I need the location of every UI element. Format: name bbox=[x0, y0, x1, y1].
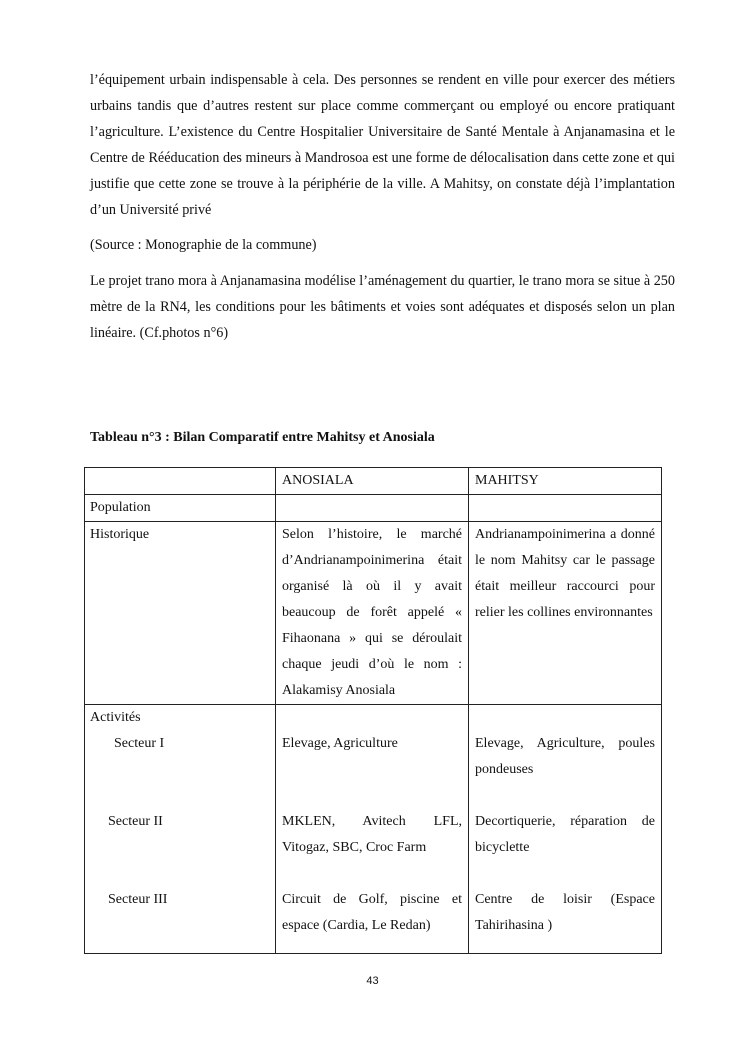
row-label-activites: Activités bbox=[90, 710, 141, 725]
row-label-population: Population bbox=[85, 495, 276, 522]
secteur-1-label: Secteur I bbox=[114, 736, 165, 751]
secteur-2-anosiala: MKLEN, Avitech LFL, Vitogaz, SBC, Croc Farm bbox=[282, 814, 462, 855]
secteur-3-label: Secteur III bbox=[108, 892, 168, 907]
population-anosiala-cell bbox=[276, 495, 469, 522]
body-paragraph: l’équipement urbain indispensable à cela. Des personnes se rendent en ville pour exercer des métiers urbains tandis que d’autres restent sur place comme commerçant ou employé ou encore pratiquant l’agriculture. L’existence du Centre Hospitalier Universitaire de Santé Mentale à Anjanamasina et le Centre de Rééducation des mineurs à Mandrosoa est une forme de délocalisation dans cette zone et qui justifie que cette zone se trouve à la périphérie de la ville. A Mahitsy, on constate déjà l’implantation d’un Université privé bbox=[90, 72, 675, 218]
table-caption: Tableau n°3 : Bilan Comparatif entre Mahitsy et Anosiala bbox=[90, 430, 435, 445]
header-cell-mahitsy: MAHITSY bbox=[469, 468, 662, 495]
body-paragraph: Le projet trano mora à Anjanamasina modélise l’aménagement du quartier, le trano mora se situe à 250 mètre de la RN4, les conditions pour les bâtiments et voies sont adéquates et disposés selon un plan linéaire. (Cf.photos n°6) bbox=[90, 273, 675, 341]
activites-label-cell bbox=[85, 705, 276, 954]
activites-anosiala-cell bbox=[276, 705, 469, 954]
secteur-3-anosiala: Circuit de Golf, piscine et espace (Cardia, Le Redan) bbox=[282, 892, 462, 933]
secteur-2-mahitsy: Decortiquerie, réparation de bicyclette bbox=[475, 814, 655, 855]
source-note: (Source : Monographie de la commune) bbox=[90, 237, 317, 253]
page-number: 43 bbox=[366, 975, 379, 987]
secteur-1-mahitsy: Elevage, Agriculture, poules pondeuses bbox=[475, 736, 655, 777]
table-row-activites bbox=[85, 705, 662, 954]
table-header-row bbox=[85, 468, 662, 495]
comparison-table bbox=[84, 467, 662, 954]
row-label-historique: Historique bbox=[85, 522, 276, 705]
table-row-population bbox=[85, 495, 662, 522]
secteur-3-mahitsy: Centre de loisir (Espace Tahirihasina ) bbox=[475, 892, 655, 933]
table-row-historique bbox=[85, 522, 662, 705]
population-mahitsy-cell bbox=[469, 495, 662, 522]
secteur-1-anosiala: Elevage, Agriculture bbox=[282, 736, 398, 751]
activites-mahitsy-cell bbox=[469, 705, 662, 954]
header-cell-empty bbox=[85, 468, 276, 495]
historique-anosiala-cell: Selon l’histoire, le marché d’Andrianampoinimerina était organisé là où il y avait beaucoup de forêt appelé « Fihaonana » qui se déroulait chaque jeudi d’où le nom : Alakamisy Anosiala bbox=[276, 522, 469, 705]
secteur-2-label: Secteur II bbox=[108, 814, 163, 829]
historique-mahitsy-cell: Andrianampoinimerina a donné le nom Mahitsy car le passage était meilleur raccourci pour relier les collines environnantes bbox=[469, 522, 662, 705]
header-cell-anosiala: ANOSIALA bbox=[276, 468, 469, 495]
